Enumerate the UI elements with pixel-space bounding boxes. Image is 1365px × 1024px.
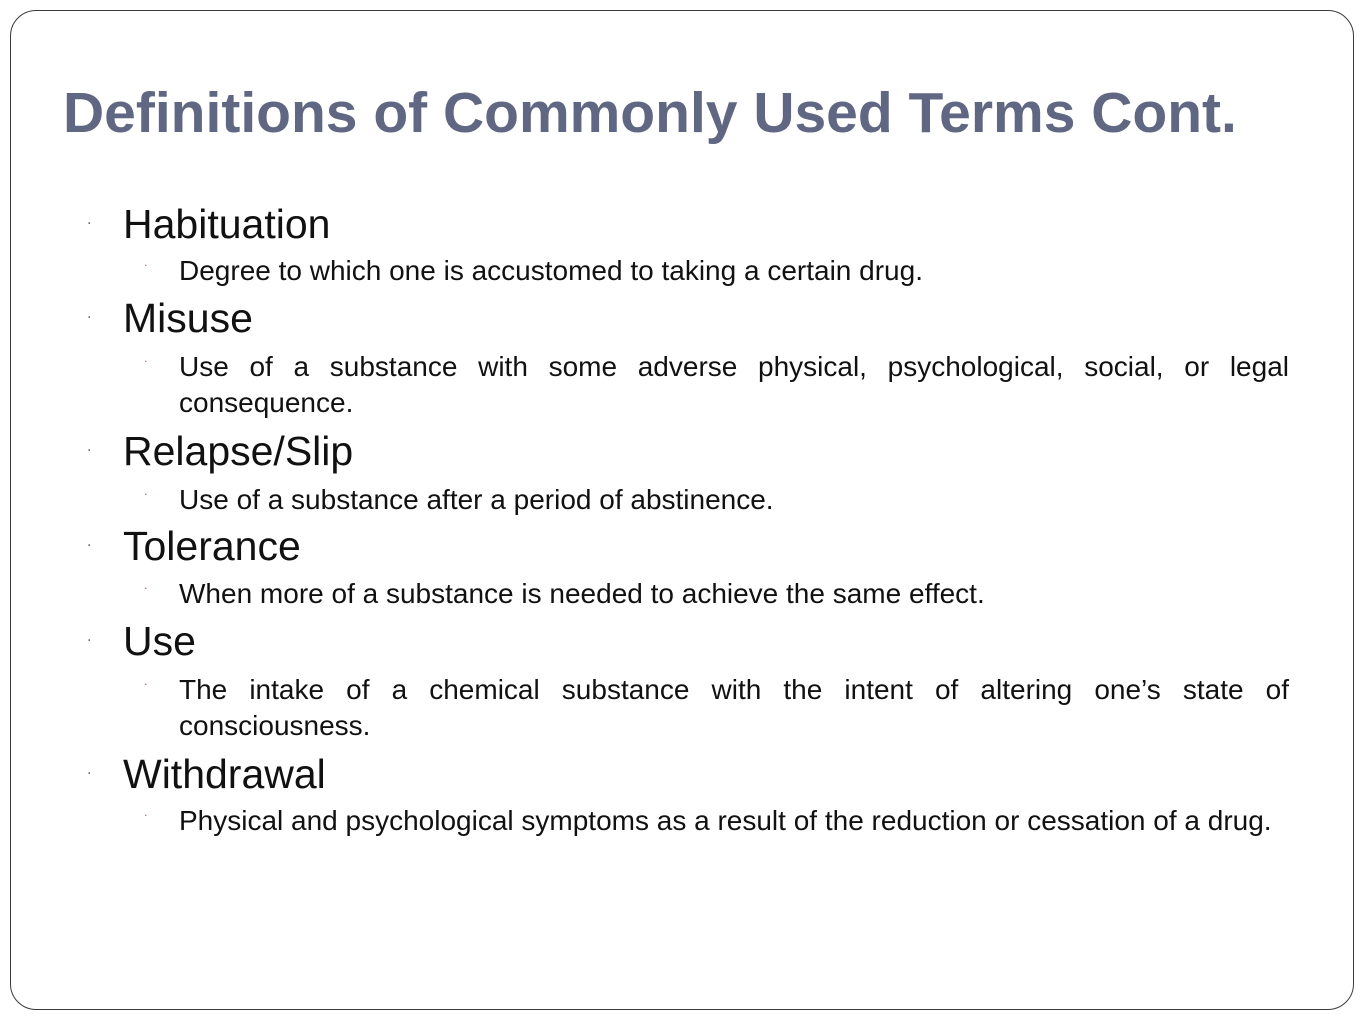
term-list bbox=[11, 11, 1353, 1009]
term-label: Relapse/Slip bbox=[123, 428, 354, 474]
definition-text: Physical and psychological symptoms as a result of the reduction or cessation of a drug. bbox=[179, 805, 1272, 836]
definition-text: Use of a substance with some adverse physical, psychological, social, or legal consequence. bbox=[179, 351, 1289, 418]
sub-bullet-icon: · bbox=[144, 355, 148, 368]
sub-bullet-icon: · bbox=[144, 809, 148, 822]
definition-text: When more of a substance is needed to achieve the same effect. bbox=[179, 578, 985, 609]
slide-title: Definitions of Commonly Used Terms Cont. bbox=[63, 81, 1237, 145]
bullet-icon: · bbox=[87, 310, 92, 326]
term-label: Misuse bbox=[123, 295, 253, 341]
slide bbox=[10, 10, 1354, 1010]
bullet-icon: · bbox=[87, 538, 92, 554]
bullet-icon: · bbox=[87, 633, 92, 649]
definition-text: Use of a substance after a period of abstinence. bbox=[179, 484, 774, 515]
term-label: Use bbox=[123, 618, 196, 664]
term-label: Tolerance bbox=[123, 523, 301, 569]
bullet-icon: · bbox=[87, 766, 92, 782]
bullet-icon: · bbox=[87, 216, 92, 232]
bullet-icon: · bbox=[87, 443, 92, 459]
sub-bullet-icon: · bbox=[144, 582, 148, 595]
term-label: Habituation bbox=[123, 201, 331, 247]
term-label: Withdrawal bbox=[123, 751, 326, 797]
sub-bullet-icon: · bbox=[144, 488, 148, 501]
sub-bullet-icon: · bbox=[144, 259, 148, 272]
sub-bullet-icon: · bbox=[144, 678, 148, 691]
definition-text: The intake of a chemical substance with the intent of altering one’s state of consciousness. bbox=[179, 674, 1289, 741]
definition-text: Degree to which one is accustomed to taking a certain drug. bbox=[179, 255, 923, 286]
